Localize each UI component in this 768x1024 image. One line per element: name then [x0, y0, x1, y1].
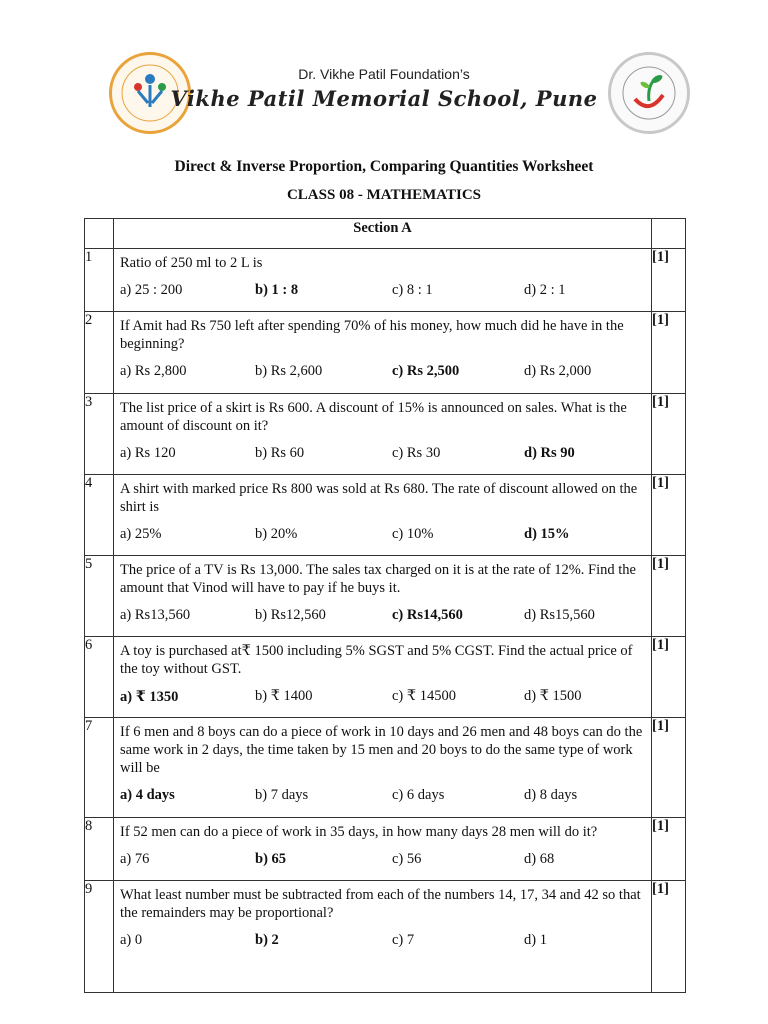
marks-label: [1]	[652, 881, 686, 993]
marks-label: [1]	[652, 249, 686, 312]
option: a) 0	[120, 932, 143, 948]
options-row	[120, 787, 651, 807]
marks-label: [1]	[652, 475, 686, 556]
question-cell	[114, 637, 652, 718]
options-row	[120, 445, 651, 465]
options-row	[120, 282, 651, 302]
option: d) Rs15,560	[524, 607, 595, 623]
option: a) Rs 2,800	[120, 363, 187, 379]
option: c) 56	[392, 851, 422, 867]
option: a) 25%	[120, 526, 162, 542]
school-header	[0, 0, 768, 150]
question-number: 3	[85, 394, 114, 475]
section-heading: Section A	[114, 219, 652, 249]
marks-label: [1]	[652, 312, 686, 394]
question-text: A shirt with marked price Rs 800 was sold at Rs 680. The rate of discount allowed on the shirt is	[120, 481, 638, 515]
school-emblem-icon	[608, 52, 690, 134]
question-cell	[114, 556, 652, 637]
option: c) 6 days	[392, 787, 445, 803]
question-text: If 6 men and 8 boys can do a piece of work in 10 days and 26 men and 48 boys can do the same work in 2 days, the time taken by 15 men and 20 boys to do the same type of work will be	[120, 724, 643, 776]
option: c) 8 : 1	[392, 282, 433, 298]
question-row	[85, 312, 686, 394]
question-row	[85, 475, 686, 556]
option: c) Rs 30	[392, 445, 441, 461]
question-text: The price of a TV is Rs 13,000. The sales tax charged on it is at the rate of 12%. Find the amount that Vinod will have to pay if he buys it.	[120, 562, 636, 596]
question-text: The list price of a skirt is Rs 600. A discount of 15% is announced on sales. What is the amount of discount on it?	[120, 400, 627, 434]
answer-option: b) 65	[255, 851, 287, 867]
option: c) 7	[392, 932, 415, 948]
question-row	[85, 249, 686, 312]
option: d) 2 : 1	[524, 282, 566, 298]
answer-option: c) Rs 2,500	[392, 363, 460, 379]
question-row	[85, 637, 686, 718]
question-table	[84, 218, 686, 993]
option: d) ₹ 1500	[524, 688, 582, 704]
option: d) 68	[524, 851, 555, 867]
option: d) Rs 2,000	[524, 363, 592, 379]
question-number: 7	[85, 718, 114, 818]
question-row	[85, 394, 686, 475]
class-subject: CLASS 08 - MATHEMATICS	[286, 187, 482, 203]
options-row	[120, 607, 651, 627]
option: b) 20%	[255, 526, 298, 542]
question-number: 1	[85, 249, 114, 312]
answer-option: a) 4 days	[120, 787, 175, 803]
option: a) Rs13,560	[120, 607, 191, 623]
question-text: Ratio of 250 ml to 2 L is	[120, 255, 263, 271]
option: a) Rs 120	[120, 445, 176, 461]
question-number: 4	[85, 475, 114, 556]
question-row	[85, 556, 686, 637]
question-text: If Amit had Rs 750 left after spending 70% of his money, how much did he have in the beginning?	[120, 318, 624, 352]
question-cell	[114, 718, 652, 818]
question-number: 6	[85, 637, 114, 718]
option: b) 7 days	[255, 787, 309, 803]
answer-option: c) Rs14,560	[392, 607, 463, 623]
marks-label: [1]	[652, 394, 686, 475]
options-row	[120, 932, 651, 952]
answer-option: d) 15%	[524, 526, 570, 542]
question-text: If 52 men can do a piece of work in 35 days, in how many days 28 men will do it?	[120, 824, 598, 840]
option: a) 25 : 200	[120, 282, 183, 298]
question-number: 5	[85, 556, 114, 637]
question-number: 2	[85, 312, 114, 394]
options-row	[120, 363, 651, 383]
option: d) 1	[524, 932, 547, 948]
section-num-cell	[85, 219, 114, 249]
school-name: Vikhe Patil Memorial School, Pune	[170, 86, 598, 111]
question-cell	[114, 394, 652, 475]
marks-label: [1]	[652, 818, 686, 881]
option: c) 10%	[392, 526, 434, 542]
options-row	[120, 526, 651, 546]
answer-option: d) Rs 90	[524, 445, 575, 461]
section-mark-cell	[652, 219, 686, 249]
question-number: 8	[85, 818, 114, 881]
question-cell	[114, 818, 652, 881]
question-cell	[114, 475, 652, 556]
foundation-name: Dr. Vikhe Patil Foundation’s	[298, 66, 470, 82]
option: c) ₹ 14500	[392, 688, 456, 704]
option: b) Rs12,560	[255, 607, 326, 623]
question-row	[85, 881, 686, 993]
option: b) ₹ 1400	[255, 688, 313, 704]
option: a) 76	[120, 851, 150, 867]
marks-label: [1]	[652, 718, 686, 818]
option: b) Rs 2,600	[255, 363, 323, 379]
question-text: What least number must be subtracted from each of the numbers 14, 17, 34 and 42 so that the remainders may be proportional?	[120, 887, 641, 921]
marks-label: [1]	[652, 637, 686, 718]
options-row	[120, 851, 651, 871]
section-row	[85, 219, 686, 249]
question-number: 9	[85, 881, 114, 993]
answer-option: a) ₹ 1350	[120, 689, 179, 705]
question-cell	[114, 881, 652, 993]
worksheet-title: Direct & Inverse Proportion, Comparing Quantities Worksheet	[174, 158, 594, 175]
question-text: A toy is purchased at₹ 1500 including 5% SGST and 5% CGST. Find the actual price of the toy without GST.	[120, 643, 633, 677]
option: b) Rs 60	[255, 445, 305, 461]
option: d) 8 days	[524, 787, 578, 803]
answer-option: b) 1 : 8	[255, 282, 299, 298]
options-row	[120, 688, 651, 708]
question-cell	[114, 249, 652, 312]
answer-option: b) 2	[255, 932, 279, 948]
question-cell	[114, 312, 652, 394]
question-row	[85, 818, 686, 881]
marks-label: [1]	[652, 556, 686, 637]
question-row	[85, 718, 686, 818]
